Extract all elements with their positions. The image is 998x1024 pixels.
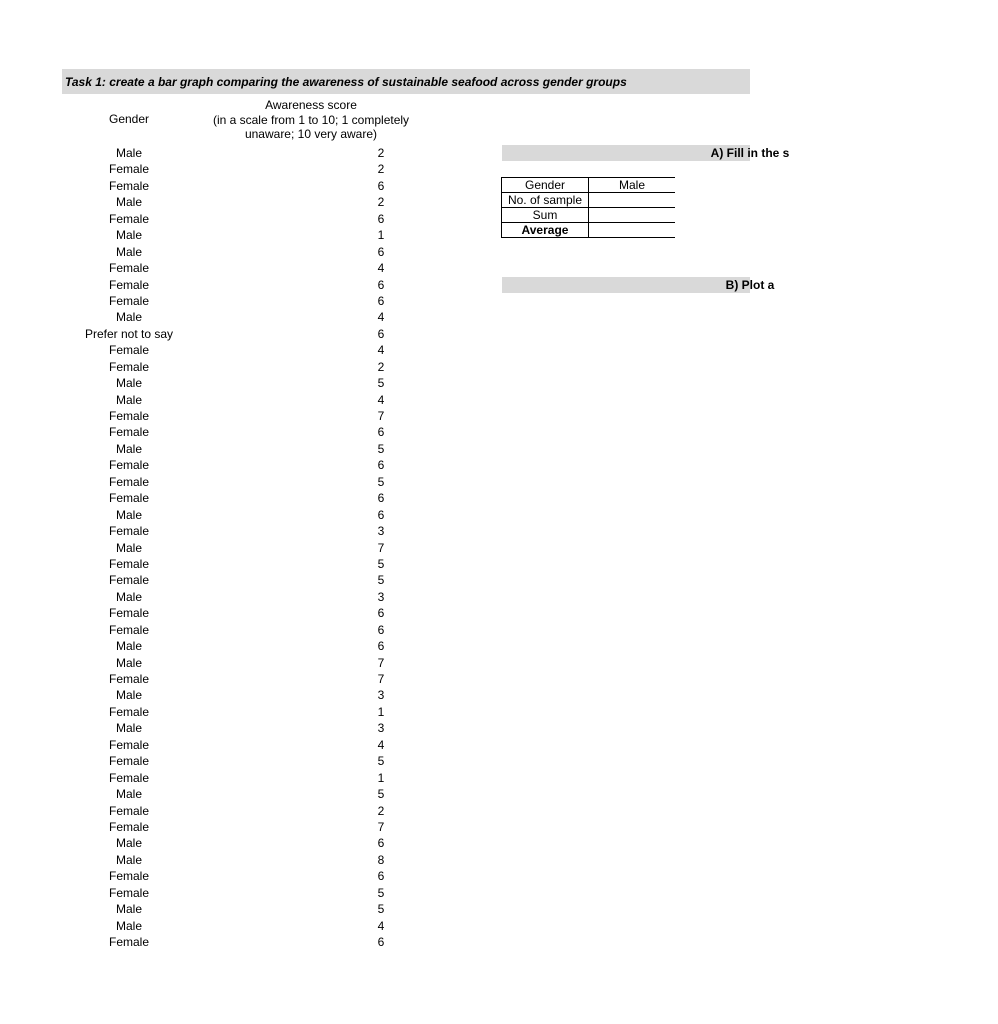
gender-cell[interactable]: Male <box>115 310 142 325</box>
gender-column-header: Gender <box>108 112 150 126</box>
gender-cell[interactable]: Prefer not to say <box>84 326 174 341</box>
score-cell[interactable]: 1 <box>377 228 385 243</box>
data-rows <box>70 146 385 951</box>
score-cell[interactable]: 6 <box>377 178 385 193</box>
gender-cell[interactable]: Female <box>108 261 149 276</box>
gender-cell[interactable]: Female <box>108 885 149 900</box>
summary-label[interactable]: Gender <box>502 178 589 193</box>
score-cell[interactable]: 7 <box>377 540 385 555</box>
data-row <box>70 655 385 672</box>
gender-cell[interactable]: Male <box>115 195 142 210</box>
score-cell[interactable]: 2 <box>377 803 385 818</box>
data-row <box>70 606 385 622</box>
gender-cell[interactable]: Female <box>108 211 149 226</box>
data-row <box>70 688 385 704</box>
data-row <box>70 935 385 951</box>
score-header-line-1: Awareness score <box>265 98 357 112</box>
score-cell[interactable]: 3 <box>377 721 385 736</box>
score-cell[interactable]: 6 <box>377 211 385 226</box>
gender-cell[interactable]: Female <box>108 803 149 818</box>
data-row <box>70 228 385 244</box>
gender-cell[interactable]: Male <box>115 392 142 407</box>
summary-label[interactable]: No. of sample <box>502 193 589 208</box>
gender-cell[interactable]: Male <box>115 228 142 243</box>
score-cell[interactable]: 5 <box>377 474 385 489</box>
gender-cell[interactable]: Female <box>108 737 149 752</box>
data-row <box>70 573 385 589</box>
score-cell[interactable]: 2 <box>377 359 385 374</box>
data-row <box>70 326 385 343</box>
data-row <box>70 869 385 885</box>
data-row <box>70 178 385 195</box>
score-cell[interactable]: 5 <box>377 441 385 456</box>
data-row <box>70 507 385 524</box>
section-b-title: B) Plot a <box>725 278 775 292</box>
gender-cell[interactable]: Male <box>115 836 142 851</box>
gender-cell[interactable]: Female <box>108 935 149 949</box>
gender-cell[interactable]: Female <box>108 178 149 193</box>
summary-row-average <box>502 223 676 238</box>
data-row <box>70 556 385 573</box>
score-cell[interactable]: 5 <box>377 754 385 769</box>
data-row <box>70 146 385 162</box>
gender-cell[interactable]: Female <box>108 277 149 292</box>
score-cell[interactable]: 2 <box>377 146 385 160</box>
gender-cell[interactable]: Male <box>115 721 142 736</box>
gender-cell[interactable]: Male <box>115 376 142 391</box>
data-row <box>70 754 385 770</box>
data-row <box>70 441 385 458</box>
score-cell[interactable]: 7 <box>377 655 385 670</box>
data-row <box>70 244 385 261</box>
gender-cell[interactable]: Male <box>115 852 142 867</box>
data-row <box>70 211 385 228</box>
gender-cell[interactable]: Female <box>108 819 149 834</box>
gender-cell[interactable]: Female <box>108 491 149 506</box>
score-cell[interactable]: 6 <box>377 326 385 341</box>
data-row <box>70 721 385 737</box>
gender-cell[interactable]: Male <box>115 918 142 933</box>
summary-value[interactable] <box>589 223 676 238</box>
gender-cell[interactable]: Female <box>108 606 149 621</box>
score-cell[interactable]: 6 <box>377 507 385 522</box>
score-cell[interactable]: 6 <box>377 836 385 851</box>
score-cell[interactable]: 4 <box>377 343 385 358</box>
gender-cell[interactable]: Female <box>108 770 149 785</box>
score-cell[interactable]: 3 <box>377 589 385 604</box>
data-row <box>70 902 385 918</box>
summary-row-gender <box>502 178 676 193</box>
section-a-bar <box>502 145 790 161</box>
score-cell[interactable]: 6 <box>377 458 385 473</box>
score-cell[interactable]: 4 <box>377 918 385 933</box>
data-row <box>70 458 385 474</box>
data-row <box>70 918 385 935</box>
gender-cell[interactable]: Male <box>115 507 142 522</box>
gender-cell[interactable]: Male <box>115 639 142 654</box>
summary-label[interactable]: Sum <box>502 208 589 223</box>
gender-cell[interactable]: Male <box>115 902 142 917</box>
task-title: Task 1: create a bar graph comparing the awareness of sustainable seafood across gender groups <box>65 75 627 89</box>
gender-cell[interactable]: Female <box>108 524 149 539</box>
gender-cell[interactable]: Female <box>108 869 149 884</box>
score-cell[interactable]: 6 <box>377 425 385 440</box>
data-row <box>70 376 385 392</box>
score-cell[interactable]: 7 <box>377 409 385 423</box>
score-header-line-2: (in a scale from 1 to 10; 1 completely <box>212 112 410 127</box>
score-header-line-3: unaware; 10 very aware) <box>244 127 378 141</box>
data-row <box>70 704 385 721</box>
gender-cell[interactable]: Male <box>115 688 142 703</box>
data-row <box>70 310 385 326</box>
score-cell[interactable]: 6 <box>377 293 385 308</box>
data-row <box>70 737 385 754</box>
score-cell[interactable]: 5 <box>377 902 385 917</box>
score-column-header <box>200 98 422 142</box>
data-row <box>70 787 385 803</box>
gender-cell[interactable]: Male <box>115 787 142 802</box>
data-row <box>70 343 385 359</box>
score-cell[interactable]: 6 <box>377 606 385 621</box>
gender-cell[interactable]: Female <box>108 162 149 177</box>
data-row <box>70 359 385 376</box>
score-cell[interactable]: 5 <box>377 573 385 588</box>
gender-cell[interactable]: Female <box>108 474 149 489</box>
section-a-title: A) Fill in the s <box>710 146 790 160</box>
gender-cell[interactable]: Female <box>108 622 149 637</box>
summary-row-sum <box>502 208 676 223</box>
gender-cell[interactable]: Female <box>108 425 149 440</box>
gender-cell[interactable]: Female <box>108 672 149 686</box>
score-cell[interactable]: 6 <box>377 244 385 259</box>
data-row <box>70 392 385 409</box>
data-row <box>70 836 385 852</box>
summary-row-samples <box>502 193 676 208</box>
score-cell[interactable]: 4 <box>377 737 385 752</box>
gender-cell[interactable]: Female <box>108 293 149 308</box>
score-cell[interactable]: 6 <box>377 622 385 637</box>
gender-cell[interactable]: Female <box>108 409 149 423</box>
summary-value[interactable]: Male <box>589 178 676 193</box>
data-row <box>70 639 385 655</box>
score-cell[interactable]: 4 <box>377 261 385 276</box>
score-cell[interactable]: 5 <box>377 556 385 571</box>
data-row <box>70 540 385 557</box>
data-row <box>70 524 385 540</box>
gender-cell[interactable]: Female <box>108 458 149 473</box>
score-cell[interactable]: 8 <box>377 852 385 867</box>
data-row <box>70 622 385 639</box>
score-cell[interactable]: 3 <box>377 688 385 703</box>
score-cell[interactable]: 2 <box>377 162 385 177</box>
data-row <box>70 672 385 688</box>
score-cell[interactable]: 7 <box>377 672 385 686</box>
data-row <box>70 770 385 787</box>
data-row <box>70 819 385 836</box>
score-cell[interactable]: 2 <box>377 195 385 210</box>
data-row <box>70 162 385 178</box>
score-cell[interactable]: 6 <box>377 491 385 506</box>
summary-value[interactable] <box>589 208 676 223</box>
gender-cell[interactable]: Male <box>115 244 142 259</box>
summary-table <box>501 177 675 238</box>
score-cell[interactable]: 4 <box>377 392 385 407</box>
score-cell[interactable]: 6 <box>377 277 385 292</box>
data-row <box>70 852 385 869</box>
score-cell[interactable]: 3 <box>377 524 385 539</box>
gender-cell[interactable]: Female <box>108 754 149 769</box>
data-row <box>70 474 385 491</box>
task-title-bar <box>62 69 750 94</box>
data-row <box>70 277 385 294</box>
gender-cell[interactable]: Male <box>115 655 142 670</box>
data-row <box>70 491 385 507</box>
gender-cell[interactable]: Male <box>115 146 142 160</box>
gender-cell[interactable]: Male <box>115 441 142 456</box>
data-row <box>70 885 385 902</box>
score-cell[interactable]: 7 <box>377 819 385 834</box>
score-cell[interactable]: 1 <box>377 704 385 719</box>
score-cell[interactable]: 5 <box>377 787 385 802</box>
data-row <box>70 803 385 820</box>
gender-cell[interactable]: Female <box>108 359 149 374</box>
data-row <box>70 409 385 425</box>
summary-label[interactable]: Average <box>502 223 589 238</box>
score-cell[interactable]: 6 <box>377 869 385 884</box>
summary-value[interactable] <box>589 193 676 208</box>
data-row <box>70 293 385 310</box>
gender-cell[interactable]: Male <box>115 589 142 604</box>
score-cell[interactable]: 5 <box>377 885 385 900</box>
gender-cell[interactable]: Male <box>115 540 142 555</box>
data-row <box>70 589 385 606</box>
data-row <box>70 195 385 211</box>
section-b-bar <box>502 277 775 293</box>
score-cell[interactable]: 5 <box>377 376 385 391</box>
data-row <box>70 261 385 277</box>
gender-cell[interactable]: Female <box>108 704 149 719</box>
gender-cell[interactable]: Female <box>108 556 149 571</box>
gender-cell[interactable]: Female <box>108 343 149 358</box>
score-cell[interactable]: 4 <box>377 310 385 325</box>
data-row <box>70 425 385 441</box>
gender-cell[interactable]: Female <box>108 573 149 588</box>
score-cell[interactable]: 1 <box>377 770 385 785</box>
score-cell[interactable]: 6 <box>377 935 385 949</box>
score-cell[interactable]: 6 <box>377 639 385 654</box>
